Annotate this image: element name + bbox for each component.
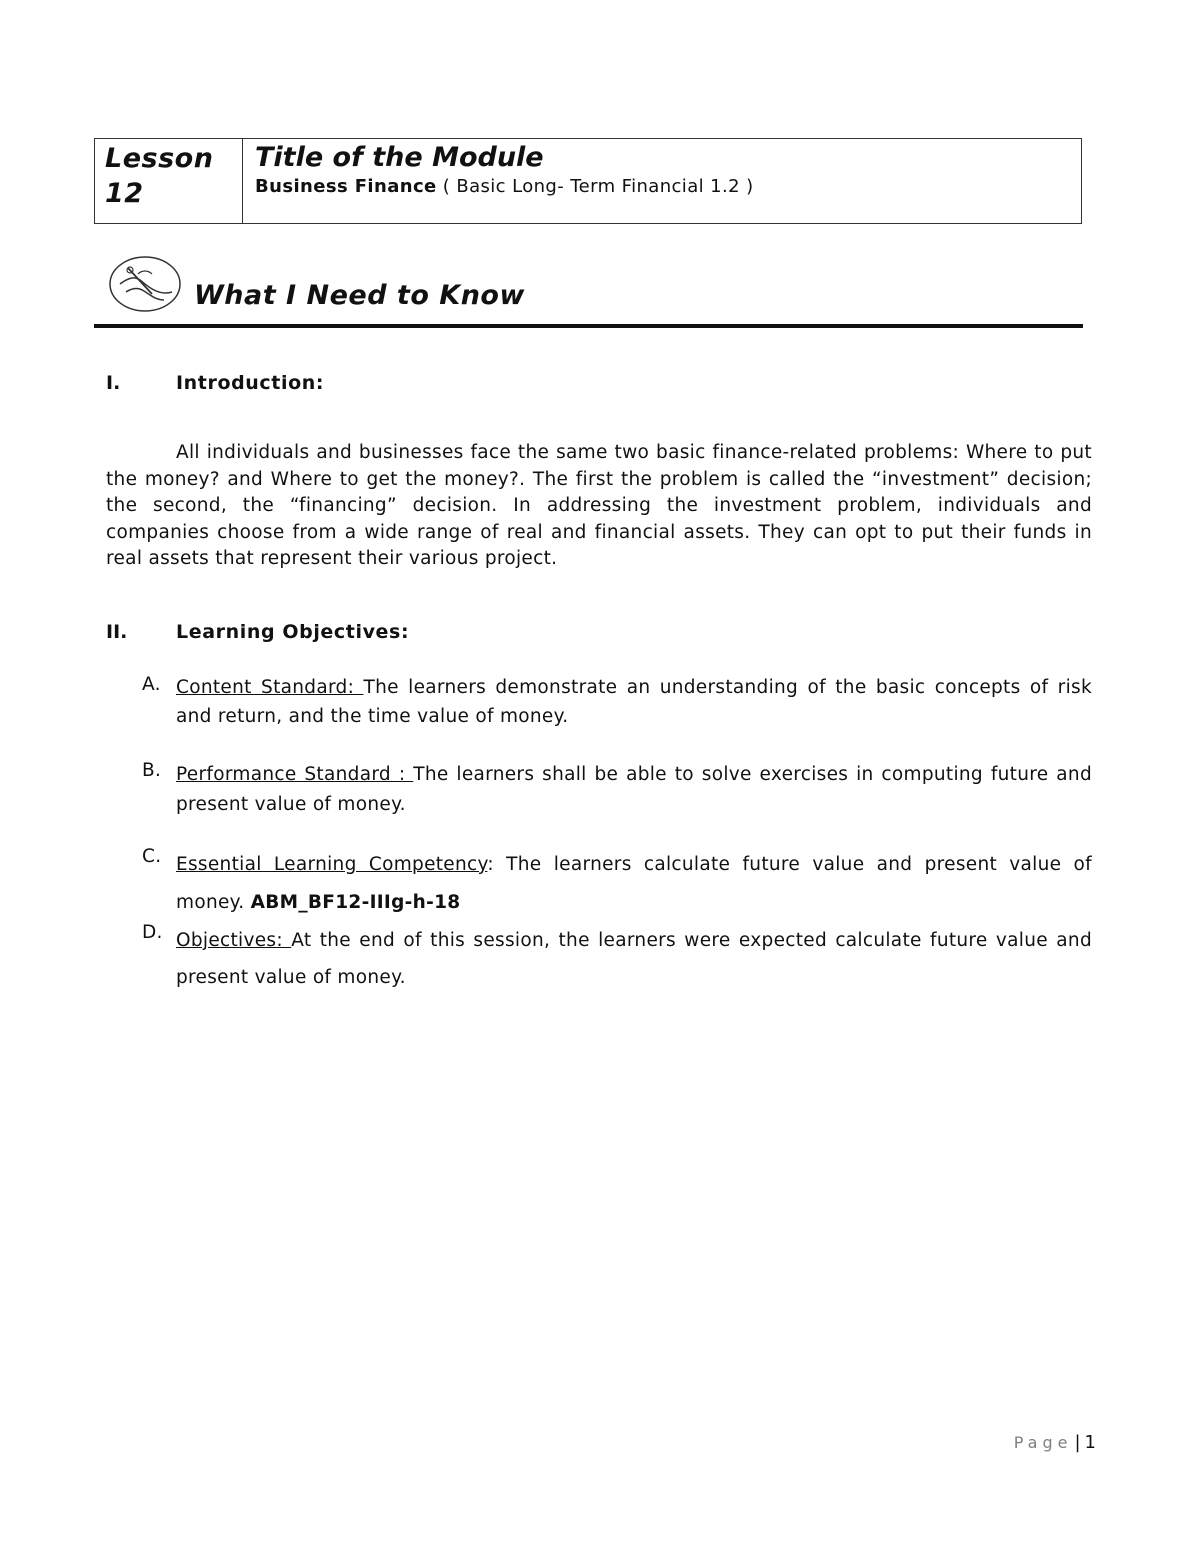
objective-label: Essential Learning Competency — [176, 854, 488, 875]
page-label: Page — [1013, 1433, 1073, 1452]
lesson-header-table — [94, 138, 1082, 224]
objective-label: Objectives: — [176, 930, 292, 951]
objective-text: At the end of this session, the learners were expected calculate future value and present value of money. — [176, 930, 1092, 988]
lesson-number: 12 — [105, 178, 144, 209]
page-separator: | — [1074, 1432, 1081, 1453]
subtitle-bold: Business Finance — [255, 176, 437, 197]
introduction-numeral: I. — [106, 372, 121, 394]
objectives-numeral: II. — [106, 621, 128, 643]
lesson-label: Lesson — [105, 143, 214, 174]
objective-letter: A. — [142, 674, 161, 695]
section-heading: What I Need to Know — [194, 280, 525, 311]
objective-item — [176, 674, 1092, 731]
competency-code: ABM_BF12-IIIg-h-18 — [250, 892, 461, 913]
objectives-title: Learning Objectives: — [176, 621, 410, 643]
module-title-cell — [255, 141, 754, 199]
objective-letter: C. — [142, 846, 162, 867]
objective-item — [176, 922, 1092, 996]
lesson-cell — [95, 139, 243, 223]
objective-letter: B. — [142, 760, 162, 781]
objective-text: The learners shall be able to solve exercises in computing future and present value of money. — [176, 764, 1092, 815]
section-divider — [94, 324, 1083, 328]
subtitle-rest: ( Basic Long- Term Financial 1.2 ) — [436, 176, 754, 197]
introduction-title: Introduction: — [176, 372, 325, 394]
module-subtitle — [255, 175, 754, 199]
objective-item — [176, 846, 1092, 922]
objective-text: The learners demonstrate an understanding of the basic concepts of risk and return, and the time value of money. — [176, 677, 1092, 727]
objective-letter: D. — [142, 922, 163, 943]
introduction-paragraph: All individuals and businesses face the same two basic finance-related problems: Where to put the money? and Where to get the money?. The first the problem is called the “investment” decision; the second, the “financing” decision. In addressing the investment problem, individuals and companies choose from a wide range of real and financial assets. They can opt to put their funds in real assets that represent their various project. — [106, 442, 1092, 569]
objective-text: : The learners calculate future value and present value of money. — [176, 854, 1092, 913]
objective-label: Content Standard: — [176, 677, 364, 698]
objective-label: Performance Standard : — [176, 764, 414, 785]
page-number: 1 — [1084, 1432, 1096, 1453]
page-footer — [1014, 1432, 1096, 1453]
objective-item — [176, 760, 1092, 819]
module-heading: Title of the Module — [255, 142, 544, 173]
hand-writing-icon — [108, 254, 184, 314]
